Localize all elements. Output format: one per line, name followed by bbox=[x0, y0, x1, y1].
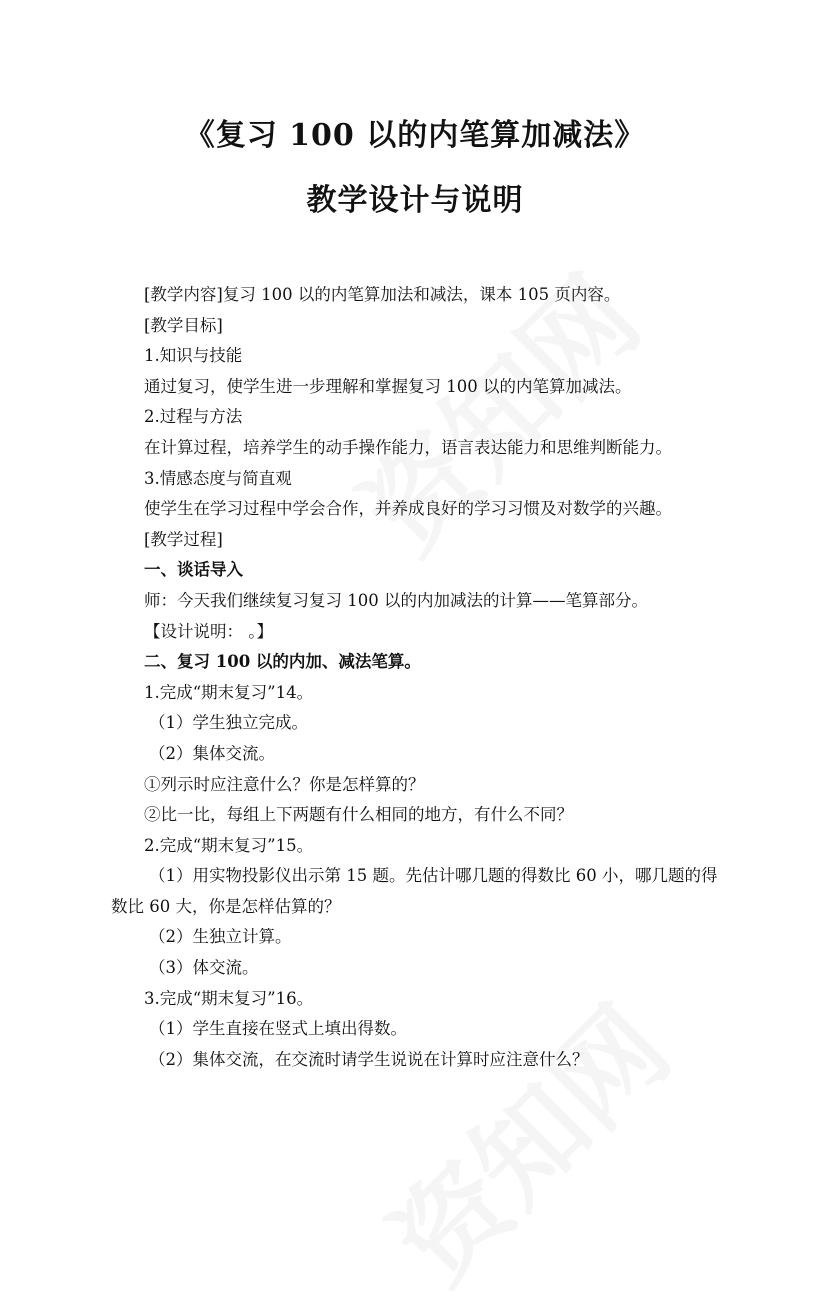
document-title: 《复习 100 以的内笔算加减法》 bbox=[184, 118, 646, 153]
list-item: （2）集体交流。 bbox=[149, 743, 275, 763]
list-item: 1.完成“期末复习”14。 bbox=[144, 682, 314, 702]
list-item: （1）学生直接在竖式上填出得数。 bbox=[149, 1019, 407, 1039]
heading-teaching-process: [教学过程] bbox=[144, 529, 223, 549]
list-item: （3）体交流。 bbox=[149, 958, 259, 978]
list-item: （2）生独立计算。 bbox=[149, 927, 292, 947]
list-item: （2）集体交流，在交流时请学生说说在计算时应注意什么？ bbox=[149, 1049, 589, 1069]
design-note: 【设计说明： 。】 bbox=[144, 621, 273, 641]
document-body bbox=[111, 280, 731, 1075]
document-subtitle: 教学设计与说明 bbox=[306, 183, 524, 218]
paragraph-teaching-content: [教学内容]复习 100 以的内笔算加法和减法，课本 105 页内容。 bbox=[144, 285, 621, 304]
subheading-process-method: 2.过程与方法 bbox=[144, 407, 243, 427]
subheading-attitude-values: 3.情感态度与简直观 bbox=[144, 468, 292, 488]
section-heading-review: 二、复习 100 以的内加、减法笔算。 bbox=[144, 652, 421, 672]
paragraph: 通过复习，使学生进一步理解和掌握复习 100 以的内笔算加减法。 bbox=[144, 376, 632, 396]
paragraph: 在计算过程，培养学生的动手操作能力，语言表达能力和思维判断能力。 bbox=[144, 437, 672, 457]
list-item: 2.完成“期末复习”15。 bbox=[144, 835, 314, 855]
paragraph: 师：今天我们继续复习复习 100 以的内加减法的计算——笔算部分。 bbox=[144, 590, 648, 610]
paragraph: 使学生在学习过程中学会合作，并养成良好的学习习惯及对数学的兴趣。 bbox=[144, 499, 672, 519]
list-item: 3.完成“期末复习”16。 bbox=[144, 988, 314, 1008]
list-item: （1）用实物投影仪出示第 15 题。先估计哪几题的得数比 60 小，哪几题的得数比 60 大，你是怎样估算的？ bbox=[111, 866, 718, 916]
section-heading-intro: 一、谈话导入 bbox=[144, 560, 243, 580]
subheading-knowledge-skills: 1.知识与技能 bbox=[144, 346, 243, 366]
list-item: （1）学生独立完成。 bbox=[149, 713, 308, 733]
list-item: ②比一比，每组上下两题有什么相同的地方，有什么不同？ bbox=[144, 805, 573, 825]
heading-teaching-goals: [教学目标] bbox=[144, 315, 223, 335]
list-item: ①列示时应注意什么？你是怎样算的？ bbox=[144, 774, 425, 794]
